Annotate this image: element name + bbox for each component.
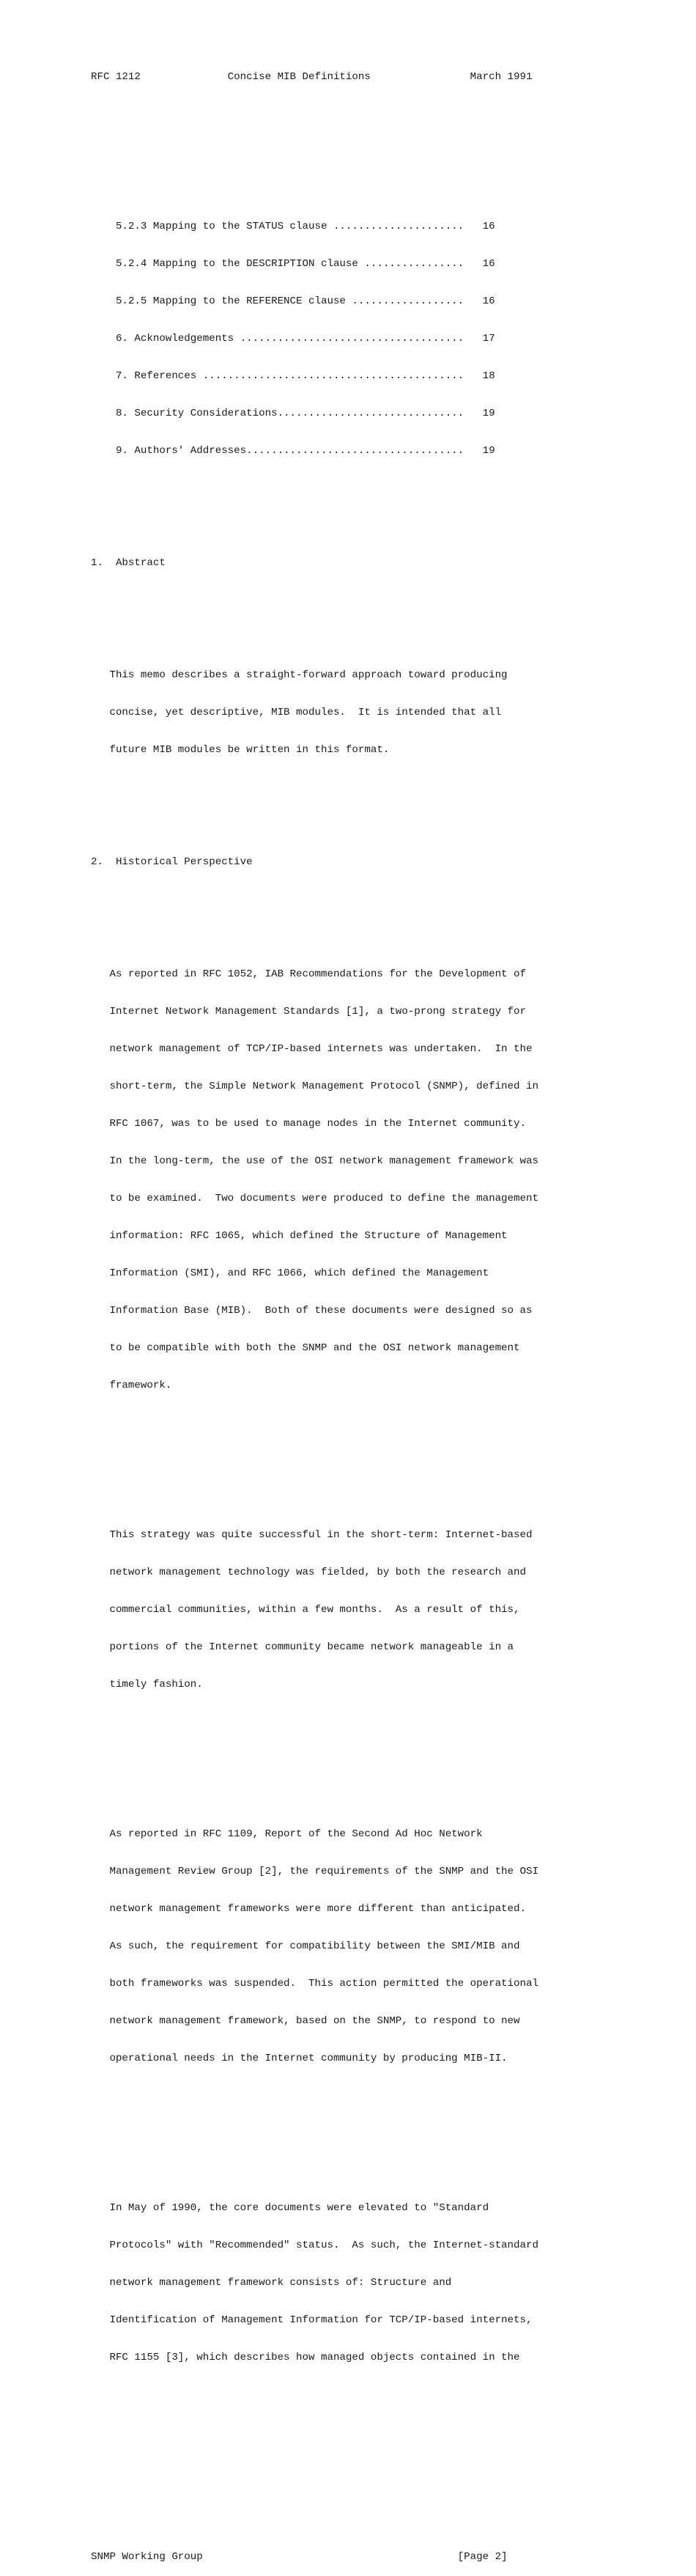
toc-entry: 6. Acknowledgements .................................... 17 <box>91 333 495 345</box>
abstract-paragraph <box>91 644 538 781</box>
spacer <box>91 2464 538 2476</box>
text-line: timely fashion. <box>91 1679 203 1690</box>
toc-entry: 8. Security Considerations.............................. 19 <box>91 408 495 419</box>
history-paragraph-2 <box>91 1504 538 1716</box>
text-line: RFC 1155 [3], which describes how managed objects contained in the <box>91 2352 520 2363</box>
spacer <box>91 2127 538 2140</box>
history-paragraph-4 <box>91 2177 538 2389</box>
text-line: both frameworks was suspended. This action permitted the operational <box>91 1978 538 1990</box>
history-paragraph-1 <box>91 943 538 1417</box>
text-line: Identification of Management Information for TCP/IP-based internets, <box>91 2314 533 2326</box>
text-line: Information Base (MIB). Both of these documents were designed so as <box>91 1305 533 1317</box>
text-line: network management of TCP/IP-based internets was undertaken. In the <box>91 1043 533 1055</box>
text-line: Information (SMI), and RFC 1066, which defined the Management <box>91 1267 489 1279</box>
text-line: As such, the requirement for compatibility between the SMI/MIB and <box>91 1940 520 1952</box>
text-line: network management frameworks were more different than anticipated. <box>91 1903 527 1915</box>
text-line: information: RFC 1065, which defined the Structure of Management <box>91 1230 508 1242</box>
spacer <box>91 1753 538 1766</box>
spacer <box>91 2501 538 2514</box>
page-footer: SNMP Working Group [Page 2] <box>91 2551 508 2563</box>
text-line: commercial communities, within a few months. As a result of this, <box>91 1604 520 1616</box>
text-line: framework. <box>91 1380 172 1391</box>
text-line: future MIB modules be written in this format. <box>91 744 390 756</box>
spacer <box>91 595 538 607</box>
text-line: This strategy was quite successful in the short-term: Internet-based <box>91 1529 533 1541</box>
spacer <box>91 1454 538 1467</box>
text-line: As reported in RFC 1109, Report of the Second Ad Hoc Network <box>91 1828 483 1840</box>
toc-entry: 5.2.5 Mapping to the REFERENCE clause .................. 16 <box>91 295 495 307</box>
section-heading-abstract: 1. Abstract <box>91 557 166 569</box>
page-header: RFC 1212 Concise MIB Definitions March 1991 <box>91 71 533 83</box>
text-line: Protocols" with "Recommended" status. As such, the Internet-standard <box>91 2240 538 2251</box>
text-line: This memo describes a straight-forward approach toward producing <box>91 669 508 681</box>
text-line: network management framework, based on the SNMP, to respond to new <box>91 2015 520 2027</box>
text-line: portions of the Internet community became network manageable in a <box>91 1641 514 1653</box>
spacer <box>91 108 538 121</box>
toc-entry: 5.2.3 Mapping to the STATUS clause ..................... 16 <box>91 221 495 232</box>
text-line: operational needs in the Internet community by producing MIB-II. <box>91 2053 508 2064</box>
spacer <box>91 819 538 831</box>
text-line: As reported in RFC 1052, IAB Recommendations for the Development of <box>91 968 527 980</box>
history-paragraph-3 <box>91 1803 538 2090</box>
text-line: concise, yet descriptive, MIB modules. It is intended that all <box>91 707 502 718</box>
table-of-contents <box>91 196 538 482</box>
text-line: In the long-term, the use of the OSI network management framework was <box>91 1155 538 1167</box>
toc-entry: 5.2.4 Mapping to the DESCRIPTION clause ................ 16 <box>91 258 495 270</box>
text-line: In May of 1990, the core documents were elevated to "Standard <box>91 2202 489 2214</box>
rfc-page <box>91 46 538 2576</box>
toc-entry: 7. References .......................................... 18 <box>91 370 495 382</box>
text-line: Internet Network Management Standards [1], a two-prong strategy for <box>91 1006 527 1017</box>
spacer <box>91 520 538 532</box>
text-line: RFC 1067, was to be used to manage nodes in the Internet community. <box>91 1118 527 1130</box>
spacer <box>91 2426 538 2439</box>
spacer <box>91 894 538 906</box>
toc-entry: 9. Authors' Addresses................................... 19 <box>91 445 495 457</box>
text-line: to be compatible with both the SNMP and the OSI network management <box>91 1342 520 1354</box>
spacer <box>91 146 538 158</box>
text-line: network management technology was fielded, by both the research and <box>91 1567 527 1578</box>
text-line: short-term, the Simple Network Management Protocol (SNMP), defined in <box>91 1081 538 1092</box>
section-heading-history: 2. Historical Perspective <box>91 856 253 868</box>
text-line: Management Review Group [2], the requirements of the SNMP and the OSI <box>91 1866 538 1877</box>
text-line: network management framework consists of: Structure and <box>91 2277 452 2289</box>
text-line: to be examined. Two documents were produced to define the management <box>91 1193 538 1204</box>
